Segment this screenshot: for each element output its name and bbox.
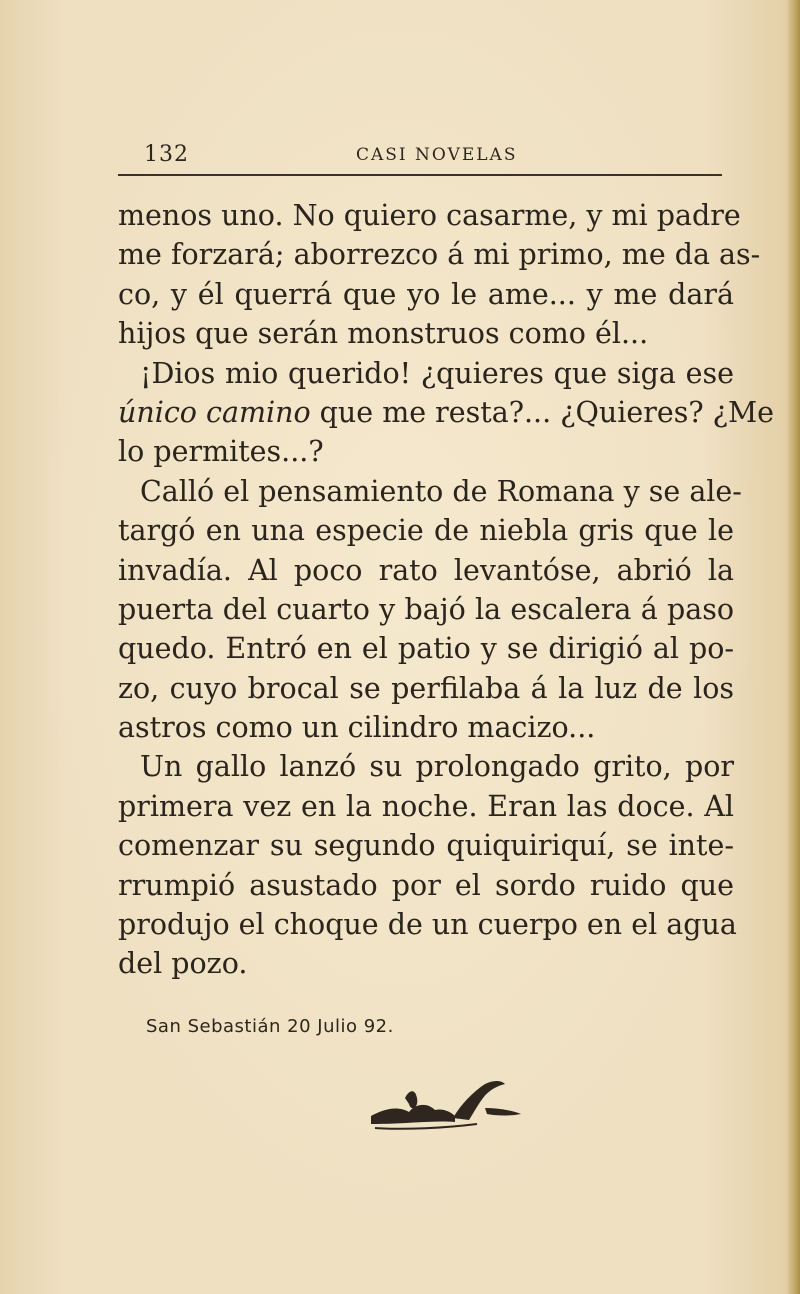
header-rule [118, 174, 722, 176]
running-title: CASI NOVELAS [356, 145, 518, 165]
text-line-15: Un gallo lanzó su prolongado grito, por [140, 750, 734, 784]
text-line-3: co, y él querrá que yo le ame... y me dará [118, 277, 734, 311]
ornament-tailpiece-icon [365, 1068, 525, 1138]
text-line-6: único camino que me resta?... ¿Quieres? ¿Me [118, 395, 775, 429]
page-number: 132 [144, 142, 189, 167]
text-line-9: targó en una especie de niebla gris que le [118, 514, 734, 548]
text-line-10: invadía. Al poco rato levantóse, abrió la [118, 553, 734, 587]
text-line-16: primera vez en la noche. Eran las doce. Al [118, 789, 734, 823]
place-date-line: San Sebastián 20 Julio 92. [146, 1016, 394, 1037]
text-line-4: hijos que serán monstruos como él... [118, 317, 649, 351]
text-line-18: rrumpió asustado por el sordo ruido que [118, 868, 734, 902]
text-line-2: me forzará; aborrezco á mi primo, me da as- [118, 238, 761, 272]
text-line-11: puerta del cuarto y bajó la escalera á paso [118, 592, 734, 626]
text-line-20: del pozo. [118, 947, 248, 981]
italic-phrase: único camino [118, 395, 311, 429]
text-line-13: zo, cuyo brocal se perfilaba á la luz de los [118, 671, 734, 705]
text-line-19: produjo el choque de un cuerpo en el agua [118, 908, 737, 942]
text-line-7: lo permites...? [118, 435, 324, 469]
text-line-1: menos uno. No quiero casarme, y mi padre [118, 199, 741, 232]
text-line-8: Calló el pensamiento de Romana y se ale- [140, 474, 742, 508]
running-head [118, 142, 718, 172]
page-edge [786, 0, 800, 1294]
text-line-12: quedo. Entró en el patio y se dirigió al po- [118, 632, 734, 666]
text-line-14: astros como un cilindro macizo... [118, 711, 596, 745]
text-line-5: ¡Dios mio querido! ¿quieres que siga ese [140, 356, 734, 390]
text-line-17: comenzar su segundo quiquiriquí, se inte- [118, 829, 734, 863]
body-text [118, 196, 775, 984]
